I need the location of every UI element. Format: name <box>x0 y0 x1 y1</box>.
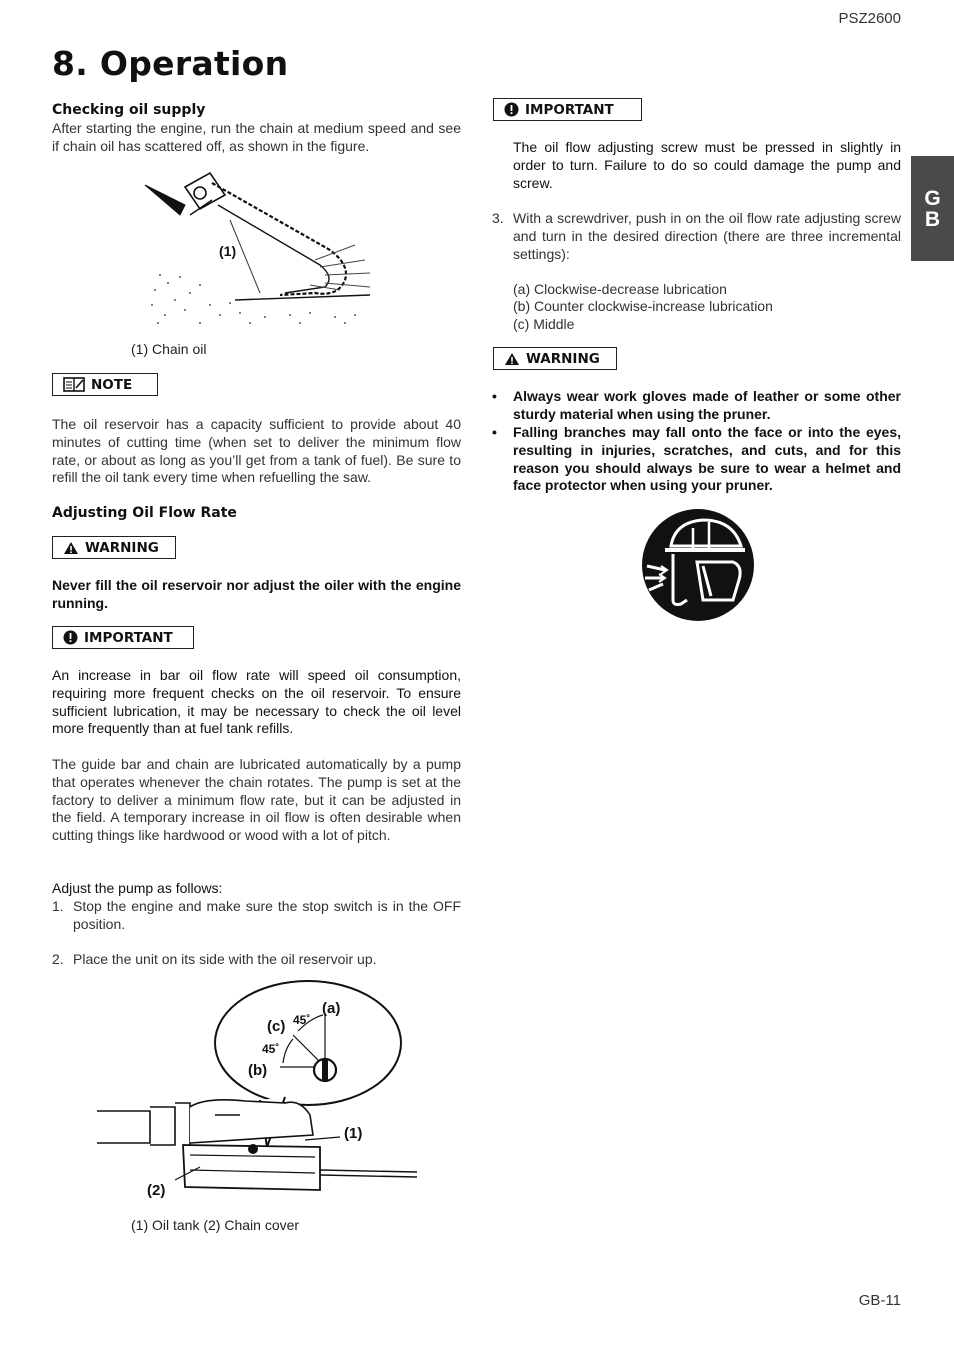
step-text: Place the unit on its side with the oil reservoir up. <box>73 951 377 967</box>
warning-label: WARNING <box>85 539 159 556</box>
warning-badge <box>493 347 617 370</box>
important-badge <box>52 626 194 649</box>
note-icon <box>63 377 85 392</box>
chain-oil-figure <box>140 165 380 330</box>
step-number: 2. <box>52 951 64 967</box>
important-text: An increase in bar oil flow rate will speed oil consumption, requiring more frequent checks on the oil reservoir. To ensure sufficient lubrication, it may be necessary to check the oil level more frequently than at fuel tank refills. <box>52 667 461 737</box>
step-number: 3. <box>492 210 504 226</box>
page-title: 8. Operation <box>52 44 289 83</box>
guide-bar-text: The guide bar and chain are lubricated automatically by a pump that operates whenever the chain rotates. The pump is set at the factory to deliver a minimum flow rate, but it can be adjusted in the field. A temporary increase in oil flow is often desirable when cutting things like hardwood or wood with a lot of pitch. <box>52 756 461 844</box>
chain-oil-caption: (1) Chain oil <box>131 341 207 357</box>
warning-text: Never fill the oil reservoir nor adjust the oiler with the engine running. <box>52 577 461 611</box>
step-text: Stop the engine and make sure the stop switch is in the OFF position. <box>73 898 461 932</box>
angle-label: 45˚ <box>262 1042 280 1056</box>
step-item <box>52 898 461 934</box>
warning-label: WARNING <box>526 350 600 367</box>
bullet-text: Falling branches may fall onto the face or into the eyes, resulting in injuries, scratches, and cuts, and for this reason you should always be sure to wear a helmet and face protector when using your pruner. <box>513 424 901 494</box>
setting-a-label: (a) <box>322 1000 341 1017</box>
chain-cover-callout: (2) <box>147 1182 166 1199</box>
warning-badge <box>52 536 176 559</box>
important-label: IMPORTANT <box>84 629 173 646</box>
option-item: (a) Clockwise-decrease lubrication <box>513 281 727 297</box>
oil-tank-callout: (1) <box>344 1125 363 1142</box>
bullet-item: • Always wear work gloves made of leather or some other sturdy material when using the pruner. <box>492 388 901 422</box>
setting-c-label: (c) <box>267 1018 286 1035</box>
helmet-face-shield-icon <box>641 508 755 622</box>
language-tab <box>911 156 954 261</box>
angle-label: 45˚ <box>293 1013 311 1027</box>
adjust-intro: Adjust the pump as follows: <box>52 880 223 896</box>
language-tab-letter-2: B <box>924 208 941 231</box>
oil-pump-caption: (1) Oil tank (2) Chain cover <box>131 1217 300 1233</box>
checking-oil-heading: Checking oil supply <box>52 102 206 118</box>
chain-oil-callout: (1) <box>219 243 237 259</box>
setting-b-label: (b) <box>248 1062 268 1079</box>
step-item <box>492 210 901 263</box>
language-tab-letter-1: G <box>924 187 941 210</box>
important-text: The oil flow adjusting screw must be pressed in slightly in order to turn. Failure to do so could damage the pump and screw. <box>513 139 901 191</box>
adjusting-oil-heading: Adjusting Oil Flow Rate <box>52 505 237 521</box>
exclamation-icon <box>504 102 519 117</box>
exclamation-icon <box>63 630 78 645</box>
option-item: (b) Counter clockwise-increase lubrication <box>513 298 773 314</box>
step-text: With a screwdriver, push in on the oil flow rate adjusting screw and turn in the desired direction (there are three incremental settings): <box>513 210 901 262</box>
model-number: PSZ2600 <box>838 10 901 27</box>
option-item: (c) Middle <box>513 316 575 332</box>
step-item <box>52 951 461 969</box>
important-label: IMPORTANT <box>525 101 614 118</box>
warning-icon <box>63 541 79 555</box>
bullet-item: • Falling branches may fall onto the face or into the eyes, resulting in injuries, scratches, and cuts, and for this reason you should always be sure to wear a helmet and face protector when using your pruner. <box>492 424 901 494</box>
note-text: The oil reservoir has a capacity sufficient to provide about 40 minutes of cutting time (when set to deliver the minimum flow rate, or about as long as you’ll get from a tank of fuel). Be sure to refill the oil tank every time when refuelling the saw. <box>52 416 461 486</box>
page-number: GB-11 <box>858 1292 901 1309</box>
checking-oil-text: After starting the engine, run the chain at medium speed and see if chain oil has scattered off, as shown in the figure. <box>52 120 461 154</box>
important-badge <box>493 98 642 121</box>
note-label: NOTE <box>91 376 133 393</box>
step-number: 1. <box>52 898 64 914</box>
bullet-text: Always wear work gloves made of leather or some other sturdy material when using the pruner. <box>513 388 901 422</box>
oil-pump-figure <box>95 975 425 1205</box>
warning-icon <box>504 352 520 366</box>
note-badge <box>52 373 158 396</box>
